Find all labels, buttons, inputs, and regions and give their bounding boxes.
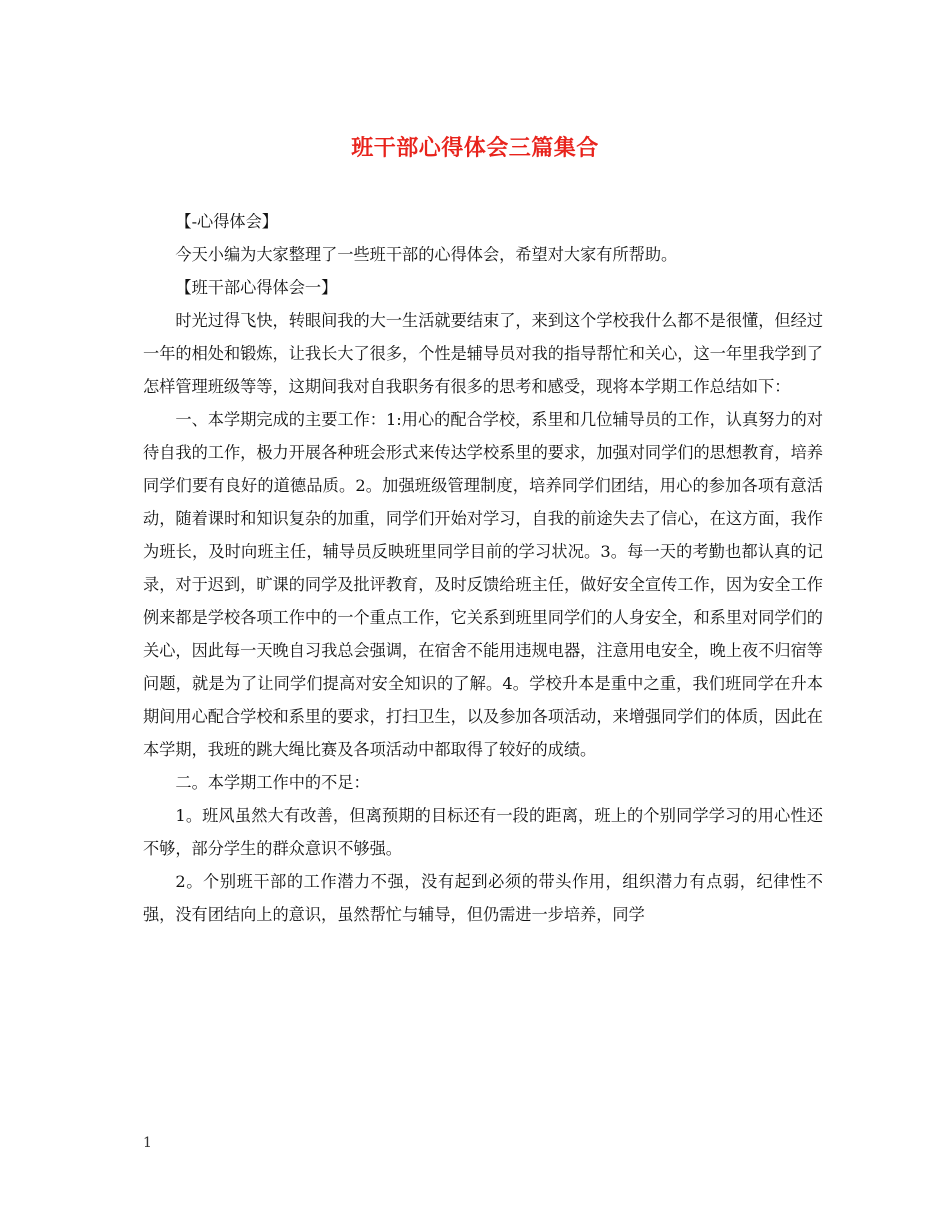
document-title: 班干部心得体会三篇集合 [351, 135, 599, 161]
document-body [143, 205, 823, 931]
page-number: 1 [143, 1135, 152, 1151]
section-heading-shortcomings: 二。本学期工作中的不足： [175, 773, 370, 792]
body-paragraph: 2。个别班干部的工作潜力不强，没有起到必须的带头作用，组织潜力有点弱，纪律性不强，没有团结向上的意识，虽然帮忙与辅导，但仍需进一步培养，同学 [143, 872, 823, 924]
body-paragraph: 一、本学期完成的主要工作：1:用心的配合学校，系里和几位辅导员的工作，认真努力的对待自我的工作，极力开展各种班会形式来传达学校系里的要求，加强对同学们的思想教育，培养同学们要有良好的道德品质。2。加强班级管理制度，培养同学们团结，用心的参加各项有意活动，随着课时和知识复杂的加重，同学们开始对学习，自我的前途失去了信心，在这方面，我作为班长，及时向班主任，辅导员反映班里同学目前的学习状况。3。每一天的考勤也都认真的记录，对于迟到，旷课的同学及批评教育，及时反馈给班主任，做好安全宣传工作，因为安全工作例来都是学校各项工作中的一个重点工作，它关系到班里同学们的人身安全，和系里对同学们的关心，因此每一天晚自习我总会强调，在宿舍不能用违规电器，注意用电安全，晚上夜不归宿等问题，就是为了让同学们提高对安全知识的了解。4。学校升本是重中之重，我们班同学在升本期间用心配合学校和系里的要求，打扫卫生，以及参加各项活动，来增强同学们的体质，因此在本学期，我班的跳大绳比赛及各项活动中都取得了较好的成绩。 [143, 410, 823, 759]
section-heading-part-one: 【班干部心得体会一】 [175, 278, 338, 297]
section-heading-intro: 【-心得体会】 [175, 212, 278, 231]
intro-paragraph: 今天小编为大家整理了一些班干部的心得体会，希望对大家有所帮助。 [175, 245, 678, 264]
body-paragraph: 时光过得飞快，转眼间我的大一生活就要结束了，来到这个学校我什么都不是很懂，但经过一年的相处和锻炼，让我长大了很多，个性是辅导员对我的指导帮忙和关心，这一年里我学到了怎样管理班级等等，这期间我对自我职务有很多的思考和感受，现将本学期工作总结如下： [143, 311, 823, 396]
body-paragraph: 1。班风虽然大有改善，但离预期的目标还有一段的距离，班上的个别同学学习的用心性还不够，部分学生的群众意识不够强。 [143, 806, 823, 858]
